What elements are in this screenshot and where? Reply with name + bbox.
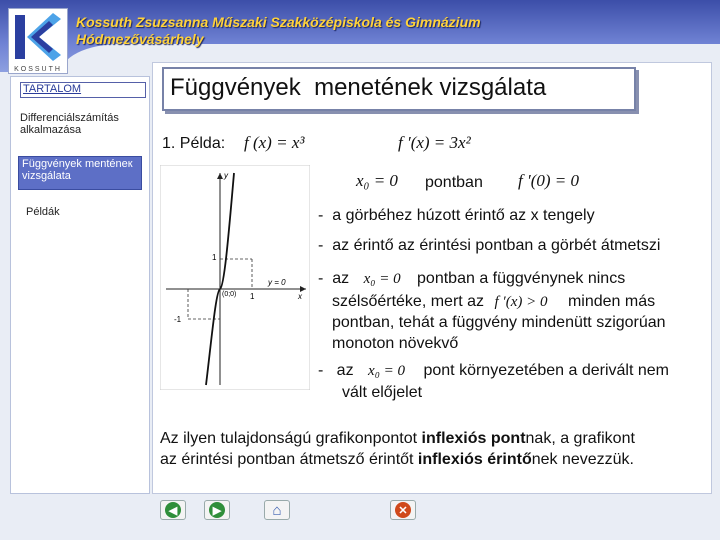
y-tick-neg-one: -1 xyxy=(174,315,182,324)
close-icon: ✕ xyxy=(395,502,411,518)
bullet-text: az xyxy=(332,270,350,287)
kossuth-logo-icon xyxy=(9,9,67,65)
pontban-label: pontban xyxy=(425,174,483,191)
bullet-dash: - xyxy=(318,270,324,287)
bullet-text: szélsőértéke, mert az xyxy=(332,293,485,310)
bullet-text: az xyxy=(336,362,354,379)
conclusion-text: Az ilyen tulajdonságú grafikonpontot xyxy=(160,430,422,447)
logo-caption: KOSSUTH xyxy=(14,66,62,73)
formula-x0: x₀ = 0 xyxy=(363,271,401,287)
y-axis-label: y xyxy=(224,171,228,180)
formula-fprime: f ′(x) = 3x² xyxy=(398,133,471,152)
conclusion-text: nak, a grafikont xyxy=(525,430,635,447)
bullet-4-line2: vált előjelet xyxy=(342,384,423,401)
x-tick-one: 1 xyxy=(250,292,255,301)
term-inflexios-pont: inflexiós pont xyxy=(421,430,526,447)
home-icon: ⌂ xyxy=(272,501,282,519)
forward-button[interactable] xyxy=(204,500,230,520)
bullet-text: a görbéhez húzott érintő az x tengely xyxy=(332,207,595,224)
formula-fprime0: f ′(0) = 0 xyxy=(518,171,579,190)
example-label: 1. Példa: xyxy=(162,135,226,152)
formula-x0: x₀ = 0 xyxy=(356,171,398,190)
conclusion-text: nek nevezzük. xyxy=(531,451,634,468)
sidebar-item-fuggvenyek[interactable]: Függvények menténeк vizsgálata xyxy=(18,156,142,190)
formula-f: f (x) = x³ xyxy=(244,133,305,152)
bullet-dash: - xyxy=(318,237,324,254)
conclusion-text: az érintési pontban átmetsző érintőt xyxy=(160,451,418,468)
bullet-dash: - xyxy=(318,362,324,379)
forward-icon: ▶ xyxy=(209,502,225,518)
bullet-4-line1 xyxy=(318,362,669,380)
bullet-text: minden más xyxy=(567,293,656,310)
bullet-3-line4: monoton növekvő xyxy=(332,335,459,352)
tangent-label: y = 0 xyxy=(268,278,286,287)
origin-label: (0;0) xyxy=(222,291,237,298)
nav-tartalom-link[interactable]: TARTALOM xyxy=(20,82,146,98)
bullet-3-line1 xyxy=(318,270,625,288)
conclusion-paragraph xyxy=(160,428,708,470)
bullet-2 xyxy=(318,237,660,255)
term-inflexios-erinto: inflexiós érintő xyxy=(417,451,532,468)
slide-title: Függvények menetének vizsgálata xyxy=(170,74,547,101)
sidebar-item-differencial[interactable]: Differenciálszámítás alkalmazása xyxy=(20,112,119,136)
sidebar xyxy=(10,76,150,494)
bullet-dash: - xyxy=(318,207,324,224)
exit-button[interactable] xyxy=(390,500,416,520)
bullet-text: pont környezetében a derivált nem xyxy=(423,362,669,379)
back-icon: ◀ xyxy=(165,502,181,518)
formula-x0: x₀ = 0 xyxy=(368,363,406,379)
bullet-text: az érintő az érintési pontban a görbét átmetszi xyxy=(332,237,661,254)
school-city: Hódmezővásárhely xyxy=(76,31,204,47)
bullet-1 xyxy=(318,207,595,225)
y-tick-one: 1 xyxy=(212,253,217,262)
function-graph xyxy=(160,165,310,390)
x-axis-label: x xyxy=(298,292,302,301)
formula-fprime-positive: f ′(x) > 0 xyxy=(494,294,548,310)
logo xyxy=(8,8,68,74)
bullet-3-line3: pontban, tehát a függvény mindenütt szigorúan xyxy=(332,314,666,331)
bullet-text: pontban a függvénynek nincs xyxy=(417,270,626,287)
bullet-3-line2 xyxy=(332,293,655,311)
back-button[interactable] xyxy=(160,500,186,520)
home-button[interactable] xyxy=(264,500,290,520)
sidebar-item-peldak[interactable]: Példák xyxy=(26,206,60,218)
school-name: Kossuth Zsuzsanna Műszaki Szakközépiskola és Gimnázium xyxy=(76,14,481,30)
